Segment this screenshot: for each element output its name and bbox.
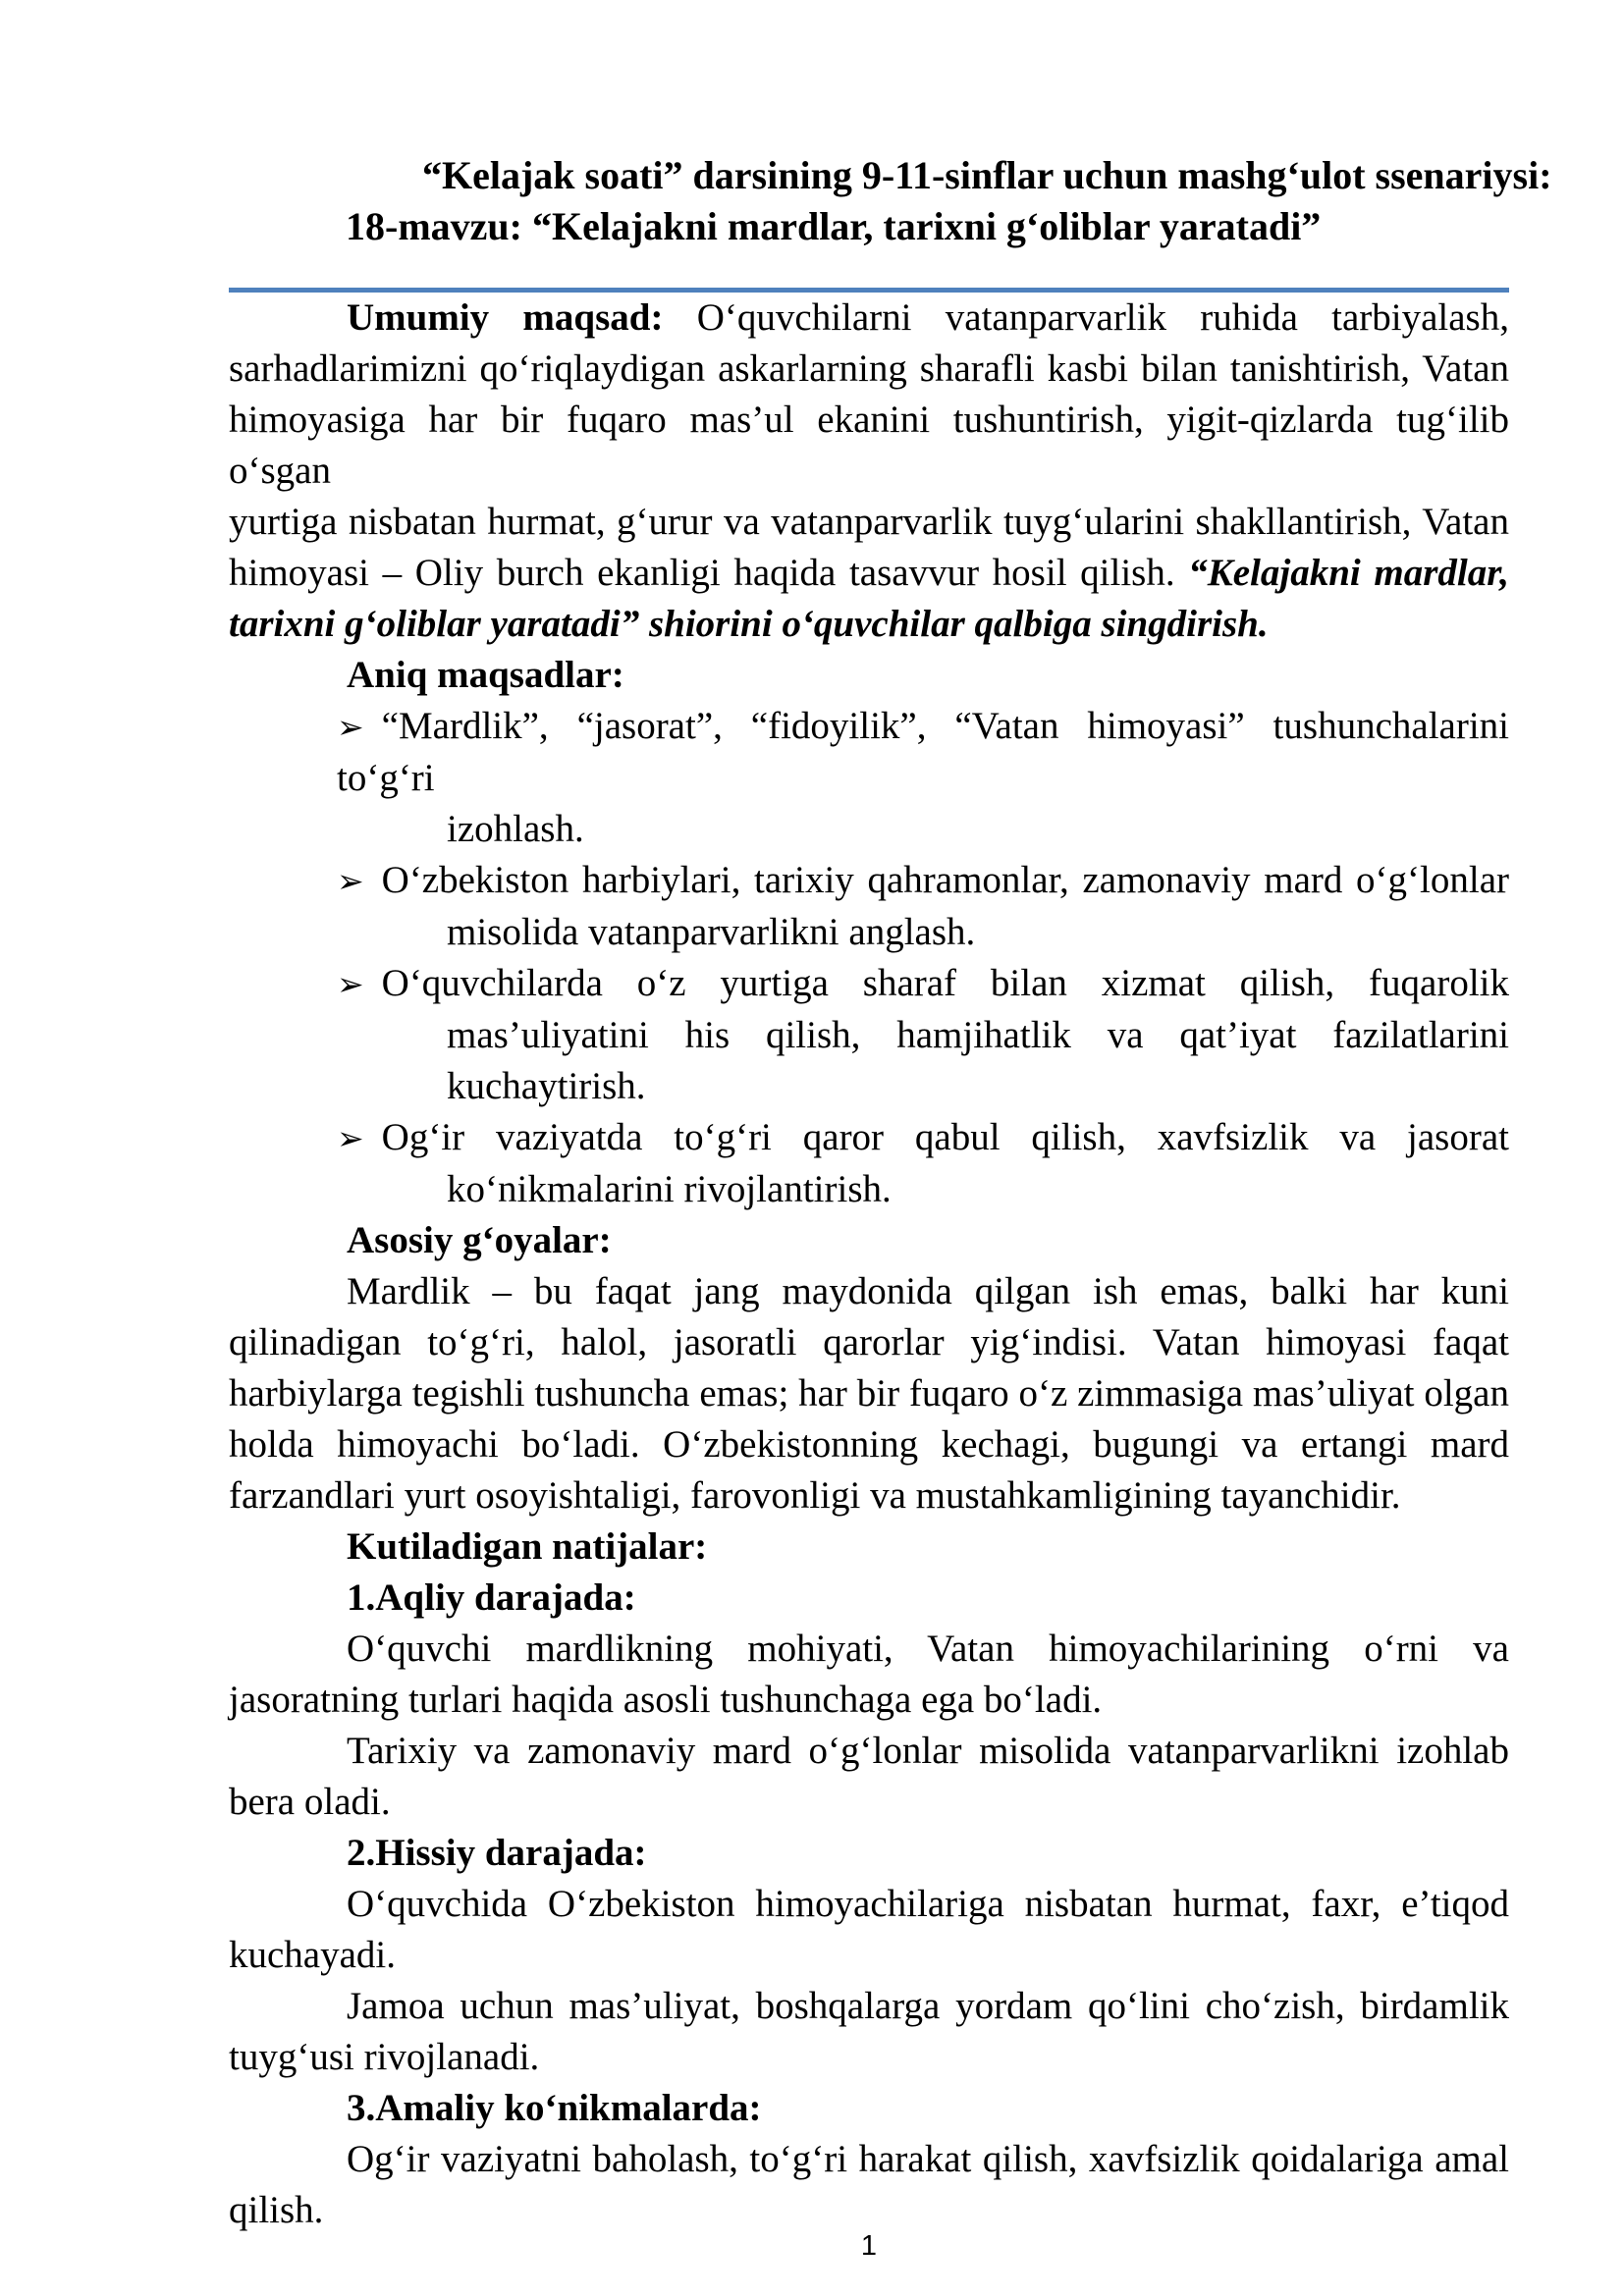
emotional-p1-line-2: kuchayadi. [229,1934,397,1976]
expected-results-heading: Kutiladigan natijalar: [347,1525,708,1568]
arrow-bullet-icon: ➢ [337,965,364,1003]
mental-p1-line-2: jasoratning turlari haqida asosli tushunchaga ega bo‘ladi. [229,1679,1103,1721]
main-ideas-line-4: holda himoyachi bo‘ladi. O‘zbekistonning kechagi, bugungi va ertangi mard [229,1423,1509,1466]
list-item-continuation: kuchaytirish. [447,1065,646,1107]
slogan-text-cont: tarixni g‘oliblar yaratadi” shiorini o‘quvchilar qalbiga singdirish. [229,603,1269,645]
practical-level-heading: 3.Amaliy ko‘nikmalarda: [347,2087,762,2129]
main-ideas-heading: Asosiy g‘oyalar: [347,1219,612,1261]
practical-p1-line-1: Og‘ir vaziyatni baholash, to‘g‘ri harakat qilish, xavfsizlik qoidalariga amal [347,2138,1509,2180]
list-item-text: Og‘ir vaziyatda to‘g‘ri qaror qabul qilish, xavfsizlik va jasorat [381,1116,1509,1158]
list-item [229,958,1509,1010]
lesson-title-line-1: “Kelajak soati” darsining 9-11-sinflar uchun mashg‘ulot ssenariysi: [422,153,1552,197]
list-item-text: “Mardlik”, “jasorat”, “fidoyilik”, “Vatan himoyasi” tushunchalarini to‘g‘ri [337,705,1509,799]
mental-p2-line-2: bera oladi. [229,1781,391,1823]
general-aim-line-5 [229,548,1509,599]
arrow-bullet-icon: ➢ [337,1119,364,1157]
general-aim-line-4: yurtiga nisbatan hurmat, g‘urur va vatanparvarlik tuyg‘ularini shakllantirish, Vatan [229,501,1509,543]
main-ideas-line-3: harbiylarga tegishli tushuncha emas; har bir fuqaro o‘z zimmasiga mas’uliyat olgan [229,1372,1509,1415]
list-item-continuation: misolida vatanparvarlikni anglash. [447,911,976,953]
practical-p1-line-2: qilish. [229,2189,324,2231]
general-aim-text: O‘quvchilarni vatanparvarlik ruhida tarbiyalash, [663,296,1509,339]
general-aim-line-2: sarhadlarimizni qo‘riqlaydigan askarlarning sharafli kasbi bilan tanishtirish, Vatan [229,347,1509,390]
emotional-p2-line-2: tuyg‘usi rivojlanadi. [229,2036,540,2078]
page-number: 1 [860,2230,878,2262]
general-aim-line-6 [229,599,1509,650]
lesson-title-line-2: 18-mavzu: “Kelajakni mardlar, tarixni g‘oliblar yaratadi” [346,204,1322,248]
specific-aims-heading: Aniq maqsadlar: [347,654,624,696]
slogan-text: “Kelajakni mardlar, [1188,552,1509,594]
list-item-continuation: izohlash. [447,808,584,850]
emotional-p1-line-1: O‘quvchida O‘zbekiston himoyachilariga nisbatan hurmat, faxr, e’tiqod [347,1883,1509,1925]
main-ideas-line-5: farzandlari yurt osoyishtaligi, farovonligi va mustahkamligining tayanchidir. [229,1474,1401,1517]
list-item [229,701,1509,804]
list-item-continuation: mas’uliyatini his qilish, hamjihatlik va qat’iyat fazilatlarini [447,1014,1509,1056]
list-item [229,855,1509,907]
main-ideas-line-1: Mardlik – bu faqat jang maydonida qilgan ish emas, balki har kuni [347,1270,1509,1312]
general-aim-line-3: himoyasiga har bir fuqaro mas’ul ekanini tushuntirish, yigit-qizlarda tug‘ilib o‘sgan [229,399,1509,492]
mental-p1-line-1: O‘quvchi mardlikning mohiyati, Vatan himoyachilarining o‘rni va [347,1628,1509,1670]
list-item-text: O‘quvchilarda o‘z yurtiga sharaf bilan xizmat qilish, fuqarolik [381,962,1509,1004]
general-aim-text-cont: himoyasi – Oliy burch ekanligi haqida tasavvur hosil qilish. [229,552,1189,594]
arrow-bullet-icon: ➢ [337,862,364,900]
page-content [229,0,1552,2262]
title-block [229,0,1552,293]
mental-level-heading: 1.Aqliy darajada: [347,1576,636,1619]
mental-p2-line-1: Tarixiy va zamonaviy mard o‘g‘lonlar misolida vatanparvarlikni izohlab [347,1730,1509,1772]
list-item [229,1112,1509,1164]
emotional-p2-line-1: Jamoa uchun mas’uliyat, boshqalarga yordam qo‘lini cho‘zish, birdamlik [347,1985,1509,2027]
main-ideas-line-2: qilinadigan to‘g‘ri, halol, jasoratli qarorlar yig‘indisi. Vatan himoyasi faqat [229,1321,1509,1363]
arrow-bullet-icon: ➢ [337,708,364,746]
list-item-text: O‘zbekiston harbiylari, tarixiy qahramonlar, zamonaviy mard o‘g‘lonlar [381,859,1509,901]
general-aim-line-1 [229,293,1509,344]
general-aim-label: Umumiy maqsad: [347,296,664,339]
list-item-continuation: ko‘nikmalarini rivojlantirish. [447,1168,892,1210]
emotional-level-heading: 2.Hissiy darajada: [347,1832,647,1874]
